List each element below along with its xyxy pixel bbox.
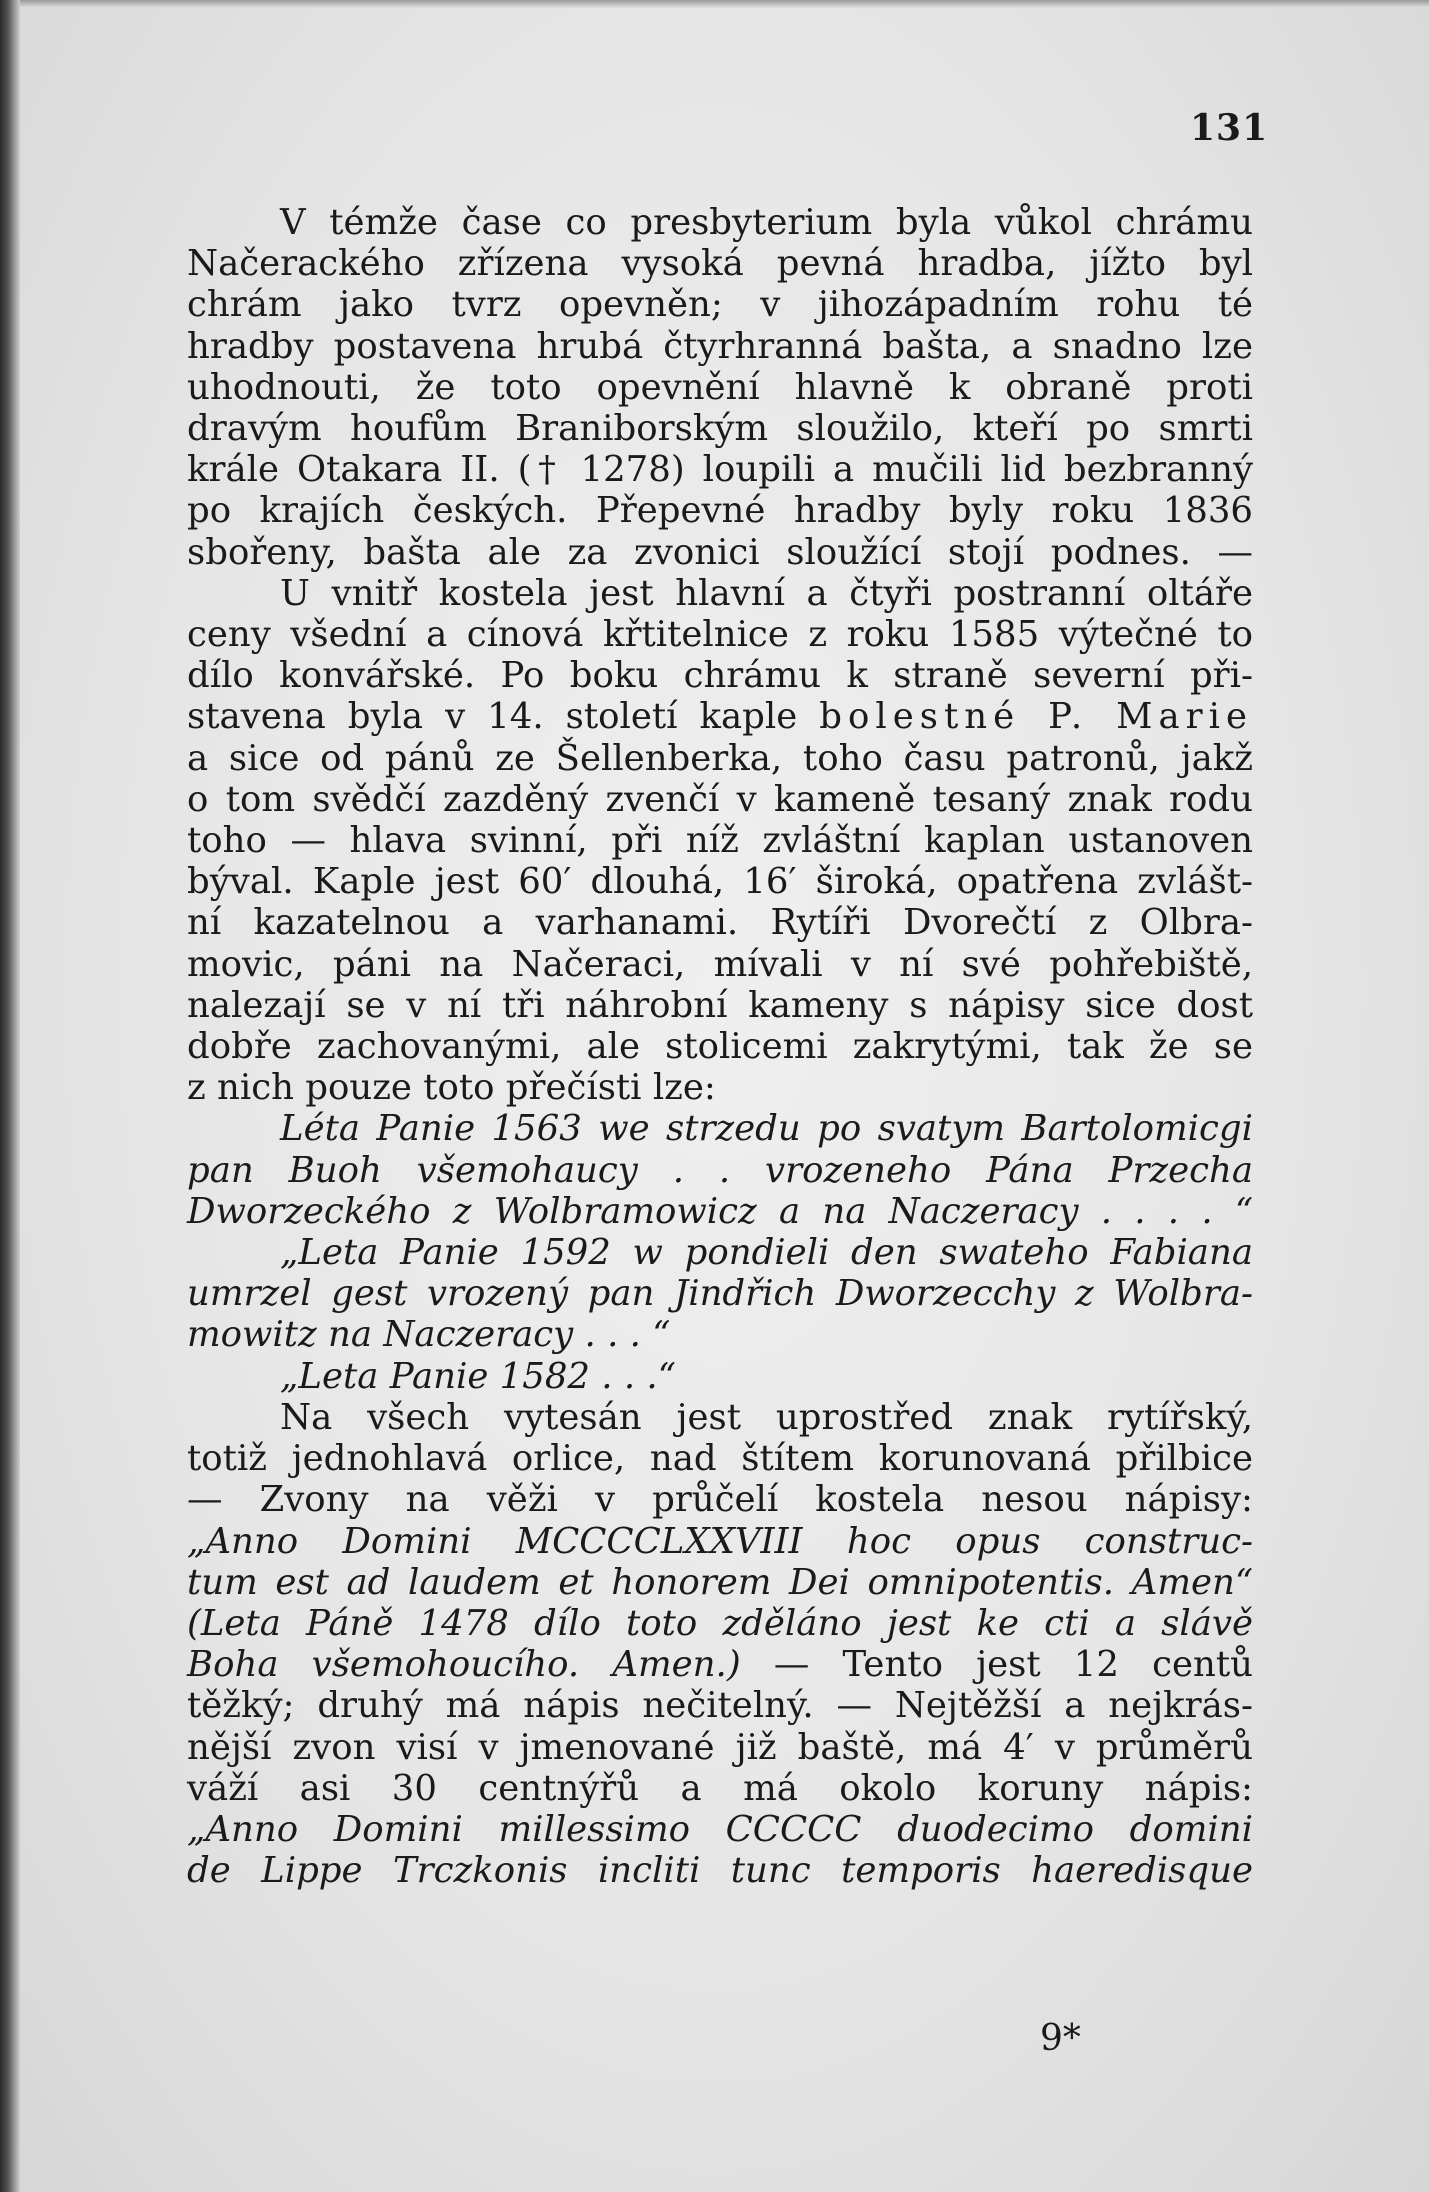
text-line: váží asi 30 centnýřů a má okolo koruny nápis: xyxy=(187,1767,1253,1809)
text-line: z nich pouze toto přečísti lze: xyxy=(187,1067,716,1109)
text-line: Načerackého zřízena vysoká pevná hradba, jížto byl xyxy=(187,243,1253,285)
text-line: krále Otakara II. († 1278) loupili a mučili lid bezbranný xyxy=(187,449,1253,491)
page-number: 131 xyxy=(1190,107,1269,149)
text-segment: stavena byla v 14. století kaple xyxy=(187,696,820,738)
text-line: býval. Kaple jest 60′ dlouhá, 16′ široká, opatřena zvlášt- xyxy=(187,861,1253,903)
body-text xyxy=(187,202,1253,1891)
text-line: těžký; druhý má nápis nečitelný. — Nejtěžší a nejkrás- xyxy=(187,1685,1253,1727)
text-line xyxy=(187,696,1253,737)
text-line: dílo konvářské. Po boku chrámu k straně severní při- xyxy=(187,655,1253,697)
signature-mark: 9* xyxy=(1040,2018,1081,2059)
text-line: de Lippe Trczkonis incliti tunc temporis haeredisque xyxy=(187,1850,1253,1892)
text-line: nější zvon visí v jmenované již baště, má 4′ v průměrů xyxy=(187,1726,1253,1768)
text-line: nalezají se v ní tři náhrobní kameny s nápisy sice dost xyxy=(187,984,1253,1026)
text-line: dravým houfům Braniborským sloužilo, kteří po smrti xyxy=(187,408,1253,450)
text-line: po krajích českých. Přepevné hradby byly roku 1836 xyxy=(187,490,1253,532)
page-top-edge xyxy=(0,0,1429,8)
text-line: ceny všední a cínová křtitelnice z roku 1585 výtečné to xyxy=(187,614,1253,656)
text-line: sbořeny, bašta ale za zvonici sloužící stojí podnes. — xyxy=(187,531,1253,573)
text-line: Léta Panie 1563 we strzedu po svatym Bartolomicgi xyxy=(280,1108,1253,1150)
text-line: uhodnouti, že toto opevnění hlavně k obraně proti xyxy=(187,366,1253,408)
text-line: pan Buoh všemohaucy . . vrozeneho Pána Przecha xyxy=(187,1149,1253,1191)
text-line: dobře zachovanými, ale stolicemi zakrytými, tak že se xyxy=(187,1026,1253,1068)
text-line: Na všech vytesán jest uprostřed znak rytířský, xyxy=(280,1396,1253,1438)
text-line: „Leta Panie 1582 . . .“ xyxy=(280,1355,676,1397)
text-line: hradby postavena hrubá čtyrhranná bašta, a snadno lze xyxy=(187,325,1253,367)
text-line: „Anno Domini millessimo CCCCC duodecimo domini xyxy=(187,1808,1253,1850)
text-line: „Anno Domini MCCCCLXXVIII hoc opus construc- xyxy=(187,1520,1253,1562)
text-line: mowitz na Naczeracy . . . “ xyxy=(187,1314,671,1356)
text-line: (Leta Páně 1478 dílo toto zděláno jest ke cti a slávě xyxy=(187,1602,1253,1644)
text-line: movic, páni na Načeraci, mívali v ní své pohřebiště, xyxy=(187,943,1253,985)
text-line xyxy=(187,1644,1253,1685)
text-segment: — Tento jest 12 centů xyxy=(740,1644,1253,1686)
text-line: U vnitř kostela jest hlavní a čtyři postranní oltáře xyxy=(280,572,1253,614)
text-line: ní kazatelnou a varhanami. Rytíři Dvorečtí z Olbra- xyxy=(187,902,1253,944)
text-line: V témže čase co presbyterium byla vůkol chrámu xyxy=(280,202,1253,243)
text-line: toho — hlava svinní, při níž zvláštní kaplan ustanoven xyxy=(187,820,1253,862)
text-line: umrzel gest vrozený pan Jindřich Dworzecchy z Wolbra- xyxy=(187,1273,1253,1315)
text-line: chrám jako tvrz opevněn; v jihozápadním rohu té xyxy=(187,284,1253,326)
text-line: totiž jednohlavá orlice, nad štítem korunovaná přilbice xyxy=(187,1438,1253,1480)
text-line: „Leta Panie 1592 w pondieli den swateho Fabiana xyxy=(280,1232,1253,1274)
text-line: a sice od pánů ze Šellenberka, toho času patronů, jakž xyxy=(187,737,1253,779)
italic-segment: Boha všemohoucího. Amen.) xyxy=(187,1644,741,1686)
text-line: Dworzeckého z Wolbramowicz a na Naczeracy . . . . “ xyxy=(187,1190,1253,1232)
text-line: — Zvony na věži v průčelí kostela nesou nápisy: xyxy=(187,1479,1253,1521)
spaced-emphasis: bolestné P. Marie xyxy=(819,696,1253,738)
text-line: tum est ad laudem et honorem Dei omnipotentis. Amen“ xyxy=(187,1561,1253,1603)
page-binding-edge xyxy=(0,0,20,2192)
text-line: o tom svědčí zazděný zvenčí v kameně tesaný znak rodu xyxy=(187,778,1253,820)
